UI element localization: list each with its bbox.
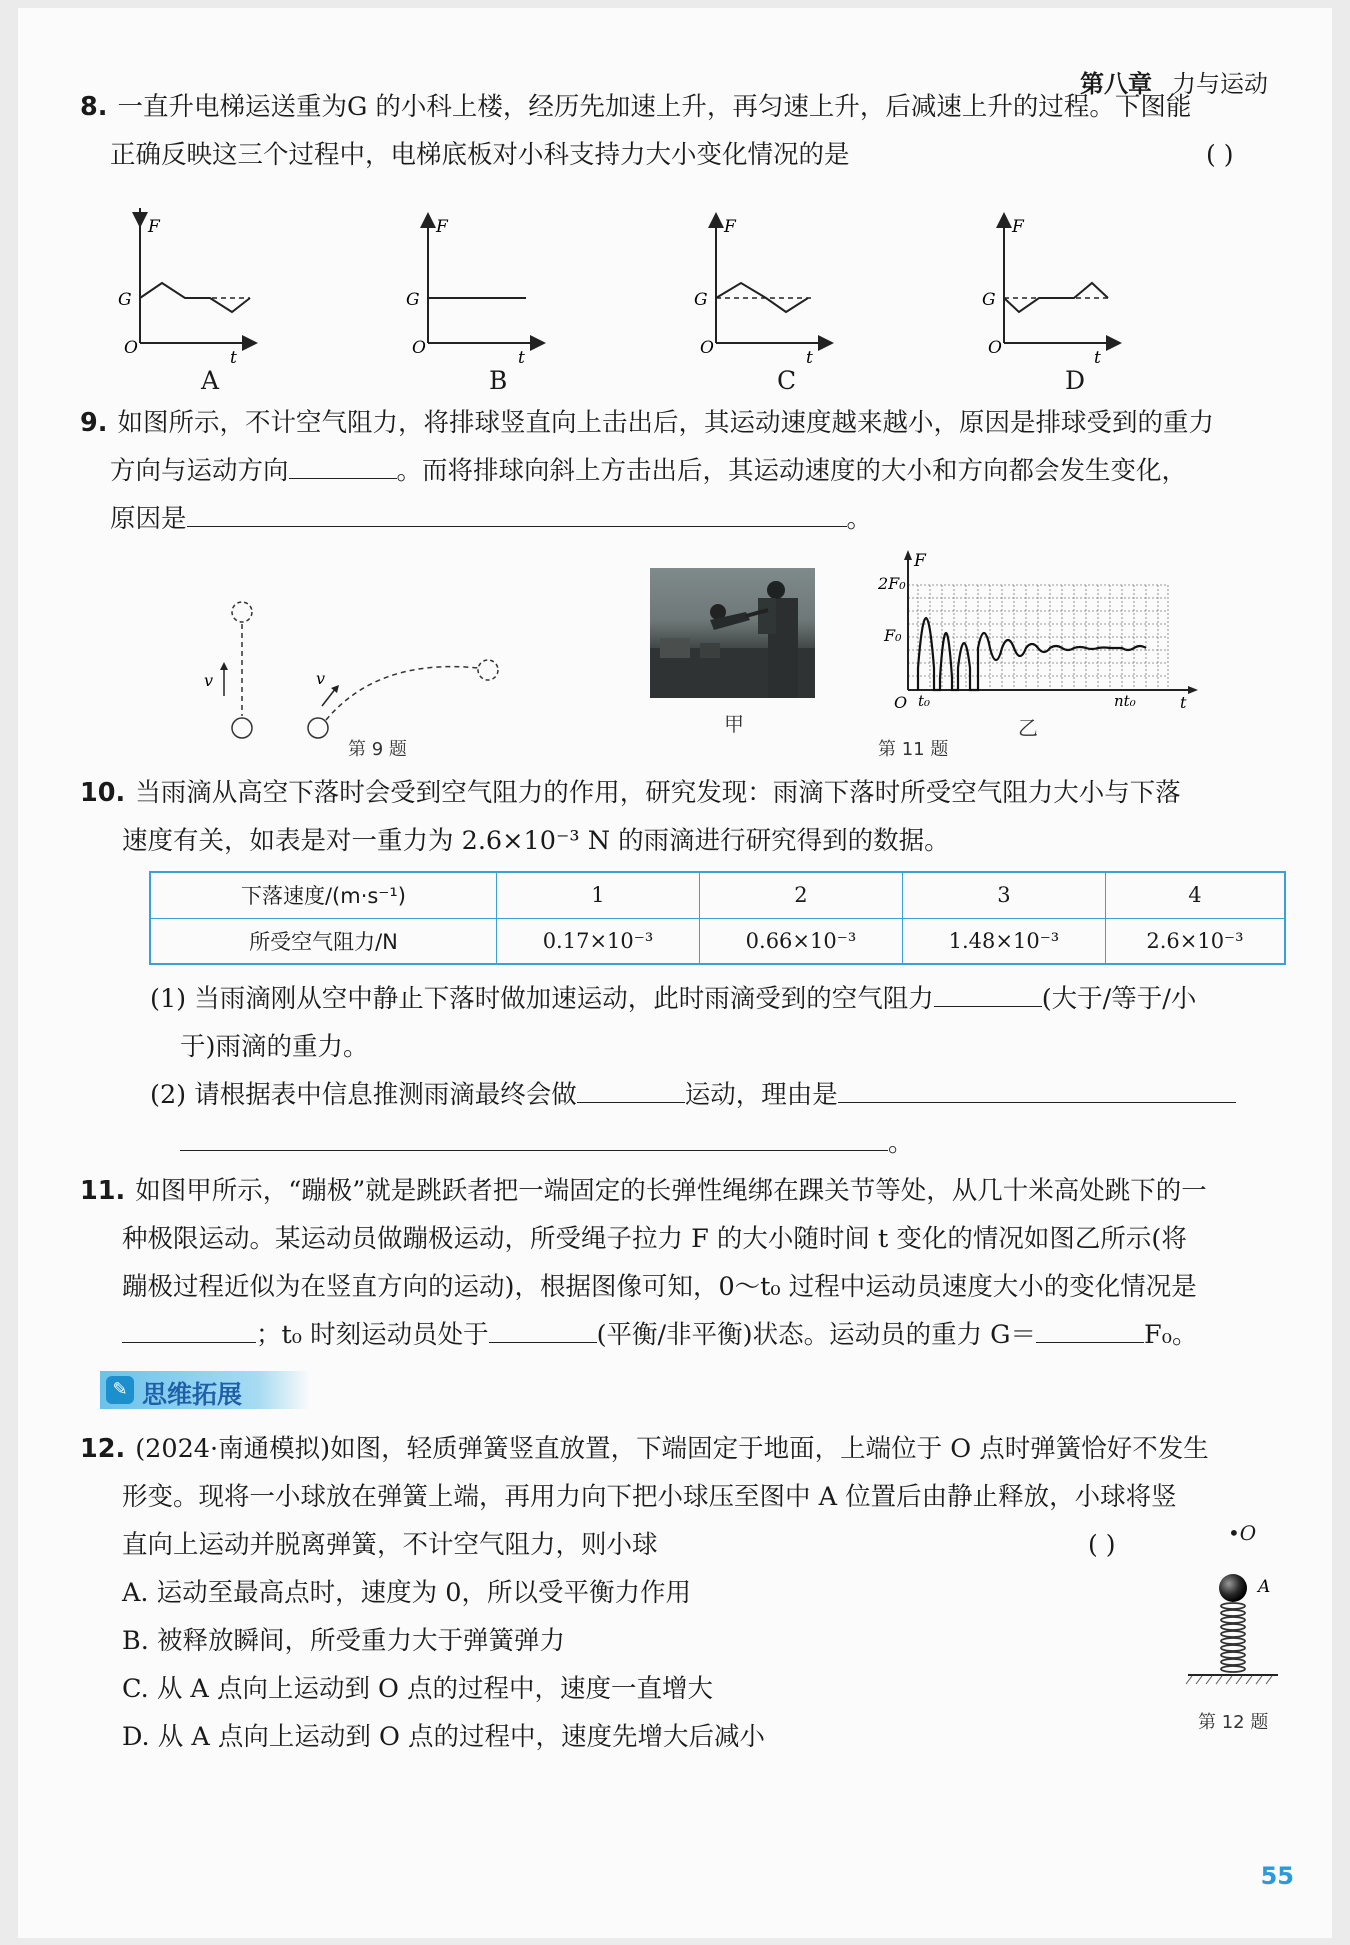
q11-graph-t0: t₀	[918, 692, 931, 710]
q9-text3b: 。	[846, 504, 873, 534]
table-cell: 2	[699, 872, 902, 918]
q12-option-b[interactable]: B. 被释放瞬间，所受重力大于弹簧弹力	[122, 1626, 565, 1656]
graph-c-g: G	[694, 290, 708, 310]
q9-blank1[interactable]	[289, 458, 397, 479]
graph-d-o: O	[988, 338, 1002, 358]
q9-text3a: 原因是	[110, 504, 187, 534]
q9-text2b: 。而将排球向斜上方击出后，其运动速度的大小和方向都会发生变化，	[396, 456, 1188, 486]
q11-blank1[interactable]	[122, 1322, 256, 1343]
q11-graph-y: F	[914, 551, 926, 571]
option-b-label[interactable]: B	[489, 366, 508, 395]
q10-part2-line2	[180, 1128, 914, 1159]
pencil-icon: ✎	[106, 1376, 134, 1404]
q9-line1	[80, 408, 1214, 439]
q10-text1: 当雨滴从高空下落时会受到空气阻力的作用，研究发现：雨滴下落时所受空气阻力大小与下落	[135, 778, 1181, 808]
bungee-photo-drawing	[650, 568, 815, 698]
q8-text1: 一直升电梯运送重为G 的小科上楼，经历先加速上升，再匀速上升，后减速上升的过程。下图能	[117, 92, 1192, 122]
option-a-label[interactable]: A	[201, 366, 220, 395]
q12-answer-paren: ( )	[1088, 1530, 1116, 1559]
q12-caption: 第 12 题	[1198, 1712, 1269, 1733]
q10-part1-line1	[150, 984, 1196, 1015]
table-cell: 1.48×10⁻³	[902, 918, 1105, 964]
q9-blank2[interactable]	[187, 506, 847, 527]
q10-part2-line1	[150, 1080, 1236, 1111]
graph-c-o: O	[700, 338, 714, 358]
q10-line2: 速度有关，如表是对一重力为 2.6×10⁻³ N 的雨滴进行研究得到的数据。	[122, 826, 950, 856]
section-banner	[100, 1371, 310, 1409]
table-cell: 3	[902, 872, 1105, 918]
q11-number: 11.	[80, 1176, 126, 1206]
graph-b-o: O	[412, 338, 426, 358]
graph-d-g: G	[982, 290, 996, 310]
graph-a-g: G	[118, 290, 132, 310]
q12-line1	[80, 1434, 1209, 1465]
q10-part1-line2: 于)雨滴的重力。	[180, 1032, 369, 1062]
q11-text4b: (平衡/非平衡)状态。运动员的重力 G＝	[596, 1320, 1037, 1350]
spring-figure	[1178, 1568, 1288, 1698]
q10-p1-text: (1) 当雨滴刚从空中静止下落时做加速运动，此时雨滴受到的空气阻力	[150, 984, 934, 1014]
q8-answer-paren: ( )	[1206, 140, 1234, 169]
q11-graph-f0: F₀	[884, 626, 902, 645]
table-cell: 0.66×10⁻³	[699, 918, 902, 964]
q11-graph-2f0: 2F₀	[878, 574, 906, 593]
q12-text1: (2024·南通模拟)如图，轻质弹簧竖直放置，下端固定于地面，上端位于 O 点时弹簧恰好不发生	[135, 1434, 1209, 1464]
q11-graph-o: O	[894, 693, 908, 712]
q12-option-d[interactable]: D. 从 A 点向上运动到 O 点的过程中，速度先增大后减小	[122, 1722, 765, 1752]
q8-line1	[80, 92, 1191, 123]
q10-line1	[80, 778, 1181, 809]
option-c-label[interactable]: C	[777, 366, 797, 395]
graph-a-t: t	[230, 348, 237, 368]
graph-c-t: t	[806, 348, 813, 368]
table-row	[150, 918, 1285, 964]
q11-line1	[80, 1176, 1207, 1207]
q11-caption: 第 11 题	[878, 739, 949, 760]
page	[18, 8, 1332, 1938]
table-cell: 1	[497, 872, 700, 918]
graph-a-y: F	[148, 217, 160, 237]
q11-force-graph	[878, 548, 1208, 718]
q8-number: 8.	[80, 92, 108, 122]
graph-b-t: t	[518, 348, 525, 368]
graph-c-y: F	[724, 217, 736, 237]
graph-b-g: G	[406, 290, 420, 310]
q12-line2: 形变。现将一小球放在弹簧上端，再用力向下把小球压至图中 A 位置后由静止释放，小球将竖	[122, 1482, 1177, 1512]
figure-yi-label: 乙	[1018, 716, 1038, 740]
table-header-force: 所受空气阻力/N	[150, 918, 497, 964]
point-o-label: •O	[1228, 1521, 1257, 1545]
q10-blank2[interactable]	[577, 1082, 685, 1103]
point-a-label: A	[1258, 1577, 1271, 1597]
q12-number: 12.	[80, 1434, 126, 1464]
q9-line3	[110, 504, 872, 535]
q11-line4	[122, 1320, 1197, 1351]
raindrop-data-table	[149, 871, 1286, 965]
q11-blank2[interactable]	[489, 1322, 597, 1343]
q8-graphs	[110, 208, 1210, 368]
q10-p2-text: (2) 请根据表中信息推测雨滴最终会做	[150, 1080, 577, 1110]
q12-line3: 直向上运动并脱离弹簧，不计空气阻力，则小球	[122, 1530, 658, 1560]
graph-d-t: t	[1094, 348, 1101, 368]
table-cell: 4	[1105, 872, 1285, 918]
graph-b	[406, 217, 538, 368]
q8-line2: 正确反映这三个过程中，电梯底板对小科支持力大小变化情况的是	[110, 140, 850, 170]
q9-caption: 第 9 题	[348, 739, 407, 760]
graph-d	[982, 217, 1114, 368]
section-title: 思维拓展	[142, 1380, 243, 1409]
chapter-title: 力与运动	[1172, 70, 1268, 98]
q11-text4a: ；t₀ 时刻运动员处于	[256, 1320, 489, 1350]
q11-graph-t: t	[1180, 693, 1187, 712]
graph-c	[694, 217, 826, 368]
bungee-photo	[650, 568, 815, 698]
q12-option-c[interactable]: C. 从 A 点向上运动到 O 点的过程中，速度一直增大	[122, 1674, 714, 1704]
graph-b-y: F	[436, 217, 448, 237]
q12-option-a[interactable]: A. 运动至最高点时，速度为 0，所以受平衡力作用	[122, 1578, 691, 1608]
graph-a	[118, 208, 250, 368]
table-row	[150, 872, 1285, 918]
q11-graph-nt0: nt₀	[1114, 692, 1136, 710]
page-number: 55	[1260, 1862, 1294, 1890]
q9-v2-label: v	[316, 669, 326, 688]
q10-p2-text-b: 运动，理由是	[684, 1080, 838, 1110]
q9-line2	[110, 456, 1187, 487]
q10-p1-options: (大于/等于/小	[1041, 984, 1197, 1014]
q9-number: 9.	[80, 408, 108, 438]
table-cell: 2.6×10⁻³	[1105, 918, 1285, 964]
q10-blank3[interactable]	[838, 1082, 1236, 1103]
q9-text2a: 方向与运动方向	[110, 456, 289, 486]
chapter-number: 第八章	[1080, 70, 1152, 98]
table-cell: 0.17×10⁻³	[497, 918, 700, 964]
figure-jia-label: 甲	[724, 712, 744, 736]
table-header-speed: 下落速度/(m·s⁻¹)	[150, 872, 497, 918]
option-d-label[interactable]: D	[1065, 366, 1086, 395]
q11-line3: 蹦极过程近似为在竖直方向的运动)，根据图像可知，0～t₀ 过程中运动员速度大小的变化情况是	[122, 1272, 1197, 1302]
q9-text1: 如图所示，不计空气阻力，将排球竖直向上击出后，其运动速度越来越小，原因是排球受到的重力	[117, 408, 1214, 438]
q9-v-label: v	[204, 671, 214, 690]
q10-number: 10.	[80, 778, 126, 808]
q11-text4c: F₀。	[1144, 1320, 1198, 1350]
q10-p2-end: 。	[888, 1128, 914, 1158]
q10-blank4[interactable]	[180, 1130, 888, 1151]
graph-a-o: O	[124, 338, 138, 358]
q10-blank1[interactable]	[934, 986, 1042, 1007]
q11-text1: 如图甲所示，“蹦极”就是跳跃者把一端固定的长弹性绳绑在踝关节等处，从几十米高处跳下的一	[135, 1176, 1207, 1206]
q11-blank3[interactable]	[1036, 1322, 1144, 1343]
q9-figure	[198, 588, 538, 748]
graph-d-y: F	[1012, 217, 1024, 237]
q11-line2: 种极限运动。某运动员做蹦极运动，所受绳子拉力 F 的大小随时间 t 变化的情况如图乙所示(将	[122, 1224, 1187, 1254]
